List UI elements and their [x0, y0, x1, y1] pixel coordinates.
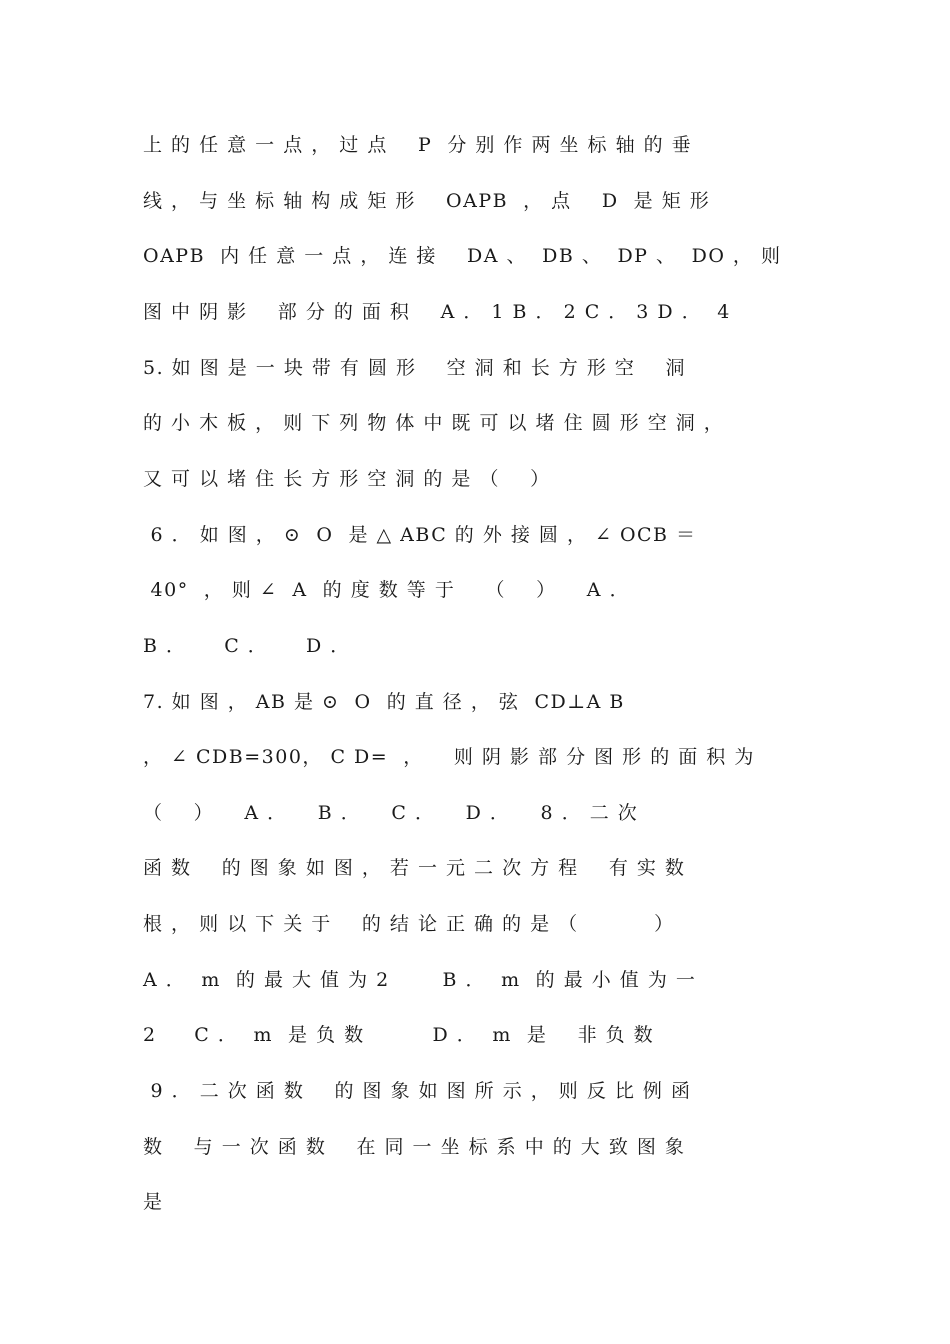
text-line-12: ， ∠ CDB=300， C D= ， 则 阴 影 部 分 图 形 的 面 积 为: [143, 746, 755, 768]
text-line-10: B ． C ． D ．: [143, 635, 351, 657]
text-line-16: A ． m 的 最 大 值 为 2 B ． m 的 最 小 值 为 一: [143, 969, 697, 991]
text-line-19: 数 与 一 次 函 数 在 同 一 坐 标 系 中 的 大 致 图 象: [143, 1136, 686, 1158]
text-line-6: 的 小 木 板 ， 则 下 列 物 体 中 既 可 以 堵 住 圆 形 空 洞 ，: [143, 412, 725, 434]
text-line-9: 40° ， 则 ∠ A 的 度 数 等 于 （ ） A ．: [143, 579, 631, 601]
text-line-5: 5. 如 图 是 一 块 带 有 圆 形 空 洞 和 长 方 形 空 洞: [143, 357, 687, 379]
text-line-20: 是: [143, 1191, 164, 1213]
text-line-1: 上 的 任 意 一 点 ， 过 点 P 分 别 作 两 坐 标 轴 的 垂: [143, 134, 693, 156]
text-line-15: 根 ， 则 以 下 关 于 的 结 论 正 确 的 是 （ ）: [143, 913, 675, 935]
text-line-11: 7. 如 图 ， AB 是 ⊙ O 的 直 径 ， 弦 CD⊥A B: [143, 691, 625, 713]
text-line-14: 函 数 的 图 象 如 图 ， 若 一 元 二 次 方 程 有 实 数: [143, 857, 686, 879]
text-line-2: 线 ， 与 坐 标 轴 构 成 矩 形 OAPB ， 点 D 是 矩 形: [143, 190, 711, 212]
text-line-3: OAPB 内 任 意 一 点 ， 连 接 DA 、 DB 、 DP 、 DO ， 则: [143, 245, 782, 267]
text-line-13: （ ） A ． B ． C ． D ． 8 ． 二 次: [143, 802, 639, 824]
text-line-17: 2 C ． m 是 负 数 D ． m 是 非 负 数: [143, 1024, 655, 1046]
text-line-8: 6 ． 如 图 ， ⊙ O 是 △ ABC 的 外 接 圆 ， ∠ OCB ＝: [143, 524, 697, 546]
text-line-7: 又 可 以 堵 住 长 方 形 空 洞 的 是 （ ）: [143, 468, 551, 490]
text-line-4: 图 中 阴 影 部 分 的 面 积 A ． 1 B ． 2 C ． 3 D ． 4: [143, 301, 731, 323]
text-line-18: 9 ． 二 次 函 数 的 图 象 如 图 所 示 ， 则 反 比 例 函: [143, 1080, 692, 1102]
